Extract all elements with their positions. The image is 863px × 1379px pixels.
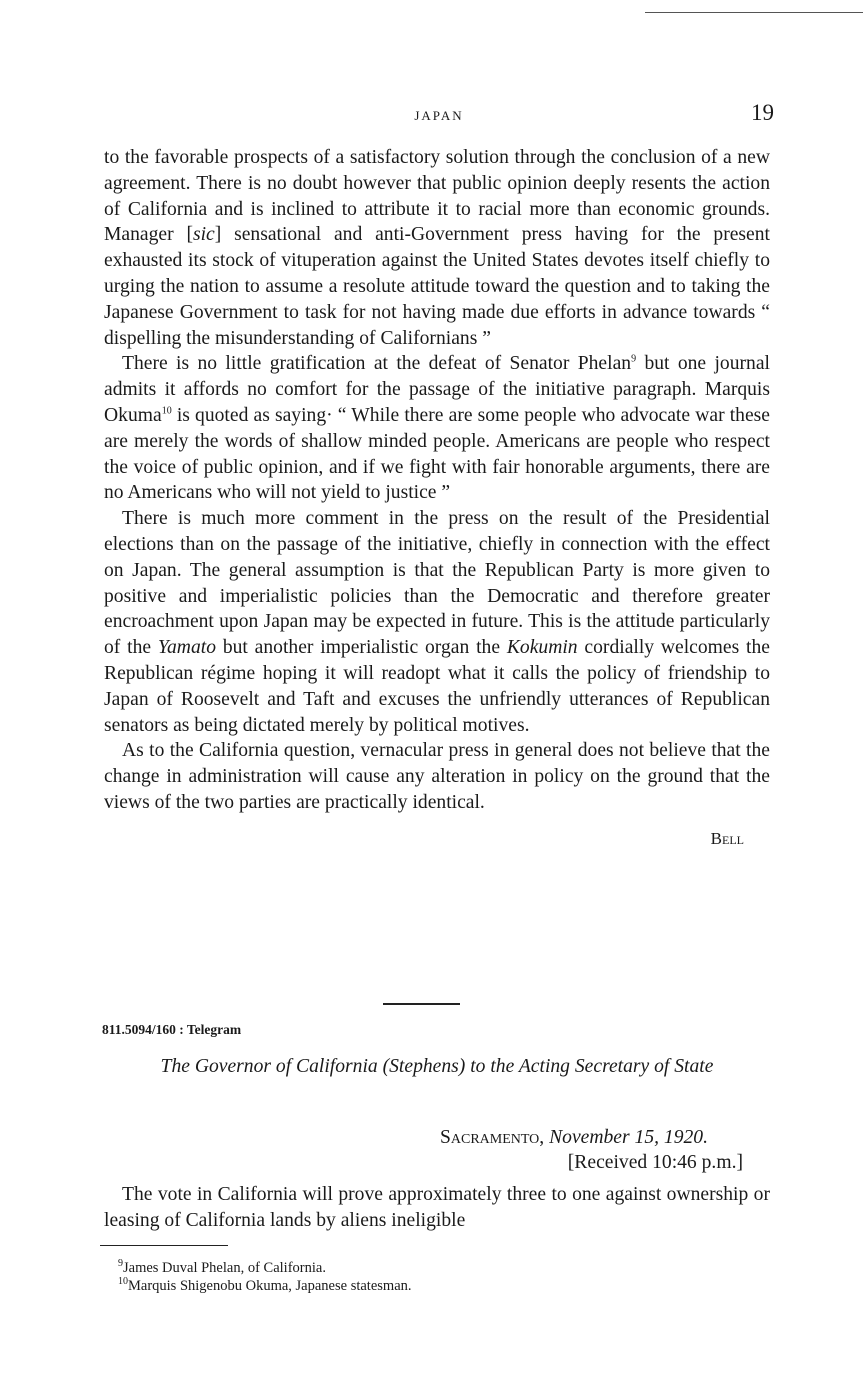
footnote	[118, 1275, 412, 1296]
body-text	[104, 145, 770, 852]
footnotes	[118, 1260, 412, 1295]
text-run: There is much more comment in the press on the result of the Presidential elections than on the passage of the initiative, chiefly in connection with the effect on Japan. The general assumption is that the Republican Party is more given to positive and imperialistic policies than the Democratic and therefore greater encroachment upon Japan may be expected in future. This is the attitude particularly of the	[104, 508, 770, 659]
date: November 15, 1920.	[549, 1127, 708, 1148]
italic-text: Kokumin	[506, 637, 578, 659]
document-title: The Governor of California (Stephens) to the Acting Secretary of State	[160, 1056, 714, 1077]
page-header	[104, 100, 774, 130]
paragraph	[104, 145, 770, 351]
footnote-text: James Duval Phelan, of California.	[123, 1260, 326, 1276]
file-number: 811.5094/160 : Telegram	[102, 1022, 242, 1037]
text-run: is quoted as saying· “ While there are some people who advocate war these are merely the words of shallow minded people. Americans are people who respect the voice of public opinion, and if we fight with fair honorable arguments, there are no Americans who will not yield to justice ”	[104, 404, 770, 504]
page-number: 19	[751, 100, 774, 125]
paragraph	[104, 506, 770, 738]
place-date-line	[440, 1127, 708, 1149]
text-run: but another imperialistic organ the	[216, 637, 507, 659]
italic-text: sic	[192, 224, 215, 246]
footnote-ref: 9	[631, 353, 637, 365]
running-head: JAPAN	[414, 108, 464, 123]
top-edge-rule	[645, 12, 863, 13]
footnote-rule	[100, 1245, 228, 1246]
paragraph-list	[104, 145, 770, 816]
text-run: cordially welcomes the Republican régime hoping it will readopt what it calls the policy of friendship to Japan of Roosevelt and Taft and excuses the unfriendly utterances of Republican senators as being dictated merely by political motives.	[104, 637, 770, 736]
footnote-text: Marquis Shigenobu Okuma, Japanese statesman.	[128, 1277, 412, 1294]
section-divider	[383, 1003, 460, 1005]
italic-text: Yamato	[157, 637, 216, 659]
footnote-mark: 10	[118, 1275, 128, 1287]
footnote-ref: 10	[161, 405, 172, 417]
text-run: As to the California question, vernacular press in general does not believe that the change in administration will cause any alteration in policy on the ground that the views of the two parties are practically identical.	[104, 740, 770, 813]
signature: Bell	[710, 828, 744, 848]
place: Sacramento,	[439, 1127, 545, 1148]
text-run: ] sensational and anti-Government press having for the present exhausted its stock of vituperation against the United States devotes itself chiefly to urging the nation to assume a resolute attitude toward the question and to taking the Japanese Government to task for not having made due efforts in advance towards “ dispelling the misunderstanding of Californians ”	[104, 224, 770, 349]
paragraph	[104, 738, 770, 815]
footnote-mark: 9	[118, 1258, 123, 1270]
telegram-text: The vote in California will prove approximately three to one against ownership or leasing of California lands by aliens ineligible	[104, 1184, 770, 1231]
text-run: There is no little gratification at the defeat of Senator Phelan	[122, 353, 632, 375]
paragraph	[104, 351, 770, 506]
footnote	[118, 1260, 412, 1278]
received-time: [Received 10:46 p.m.]	[567, 1152, 743, 1173]
text-run: but one journal admits it affords no comfort for the passage of the initiative paragraph. Marquis Okuma	[104, 353, 770, 426]
text-run: to the favorable prospects of a satisfactory solution through the conclusion of a new agreement. There is no doubt however that public opinion deeply resents the action of California and is inclined to attribute it to racial more than economic grounds. Manager [	[104, 147, 770, 246]
